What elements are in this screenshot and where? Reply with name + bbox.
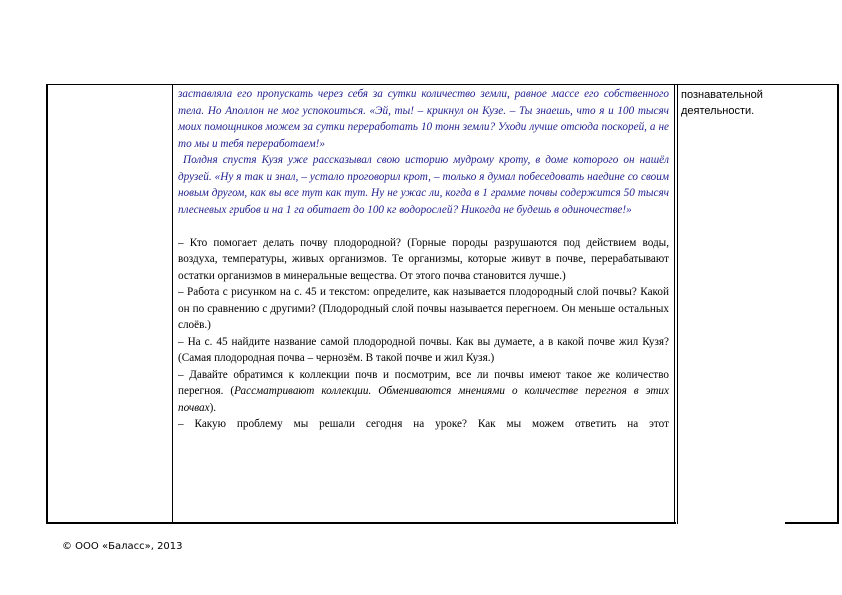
- story-paragraph: заставляла его пропускать через себя за сутки количество земли, равное массе его собственного тела. Но Аполлон не мог успокоиться. «Эй, ты! – крикнул он Кузе. – Ты знаешь, что я и 100 тысяч моих помощников можем за сутки переработать 10 тонн земли? Уходи лучше отсюда поскорей, а не то мы и тебя переработаем!»: [178, 88, 669, 150]
- table-border-bottom: [46, 522, 676, 524]
- table-border-bottom: [785, 522, 839, 524]
- activity-note: Рассматривают коллекции. Обмениваются мнениями о количестве перегноя в этих почвах: [178, 385, 669, 414]
- table-column-divider: [677, 84, 678, 524]
- teacher-question: [178, 367, 669, 417]
- copyright-footer: © ООО «Баласс», 2013: [62, 541, 183, 552]
- spacer: [178, 218, 669, 235]
- teacher-question: – На с. 45 найдите название самой плодородной почвы. Как вы думаете, а в какой почве жил Кузя? (Самая плодородная почва – чернозём. В такой почве и жил Кузя.): [178, 335, 669, 364]
- teacher-question: – Какую проблему мы решали сегодня на уроке? Как мы можем ответить на этот: [178, 418, 669, 430]
- lesson-content-cell: [178, 86, 669, 522]
- story-paragraph: Полдня спустя Кузя уже рассказывал свою историю мудрому кроту, в доме которого он нашёл друзей. «Ну я так и знал, – устало проговорил крот, – только я думал побеседовать наедине со своим новым другом, как вы все тут как тут. Ну не ужас ли, когда в 1 грамме почвы содержится 50 тысяч плесневых грибов и на 1 га обитает до 100 кг водорослей? Никогда не будешь в одиночестве!»: [178, 154, 669, 216]
- question-text: ).: [209, 401, 217, 414]
- teacher-question: – Кто помогает делать почву плодородной? (Горные породы разрушаются под действием воды, воздуха, температуры, живых организмов. Те организмы, которые живут в почве, перерабатывают остатки организмов в минеральные вещества. От этого почва становится лучше.): [178, 236, 669, 282]
- table-column-divider: [674, 84, 675, 524]
- table-column-divider: [172, 84, 173, 524]
- competency-cell: познавательной деятельности.: [681, 89, 763, 117]
- table-border-right: [837, 84, 839, 524]
- teacher-question: – Работа с рисунком на с. 45 и текстом: определите, как называется плодородный слой почвы? Какой он по сравнению с другими? (Плодородный слой почвы называется перегноем. Он меньше остальных слоёв.): [178, 286, 669, 331]
- question-text: – Давайте обратимся к коллекции почв и посмотрим, все ли почвы имеют такое же количество перегноя. (: [178, 368, 669, 397]
